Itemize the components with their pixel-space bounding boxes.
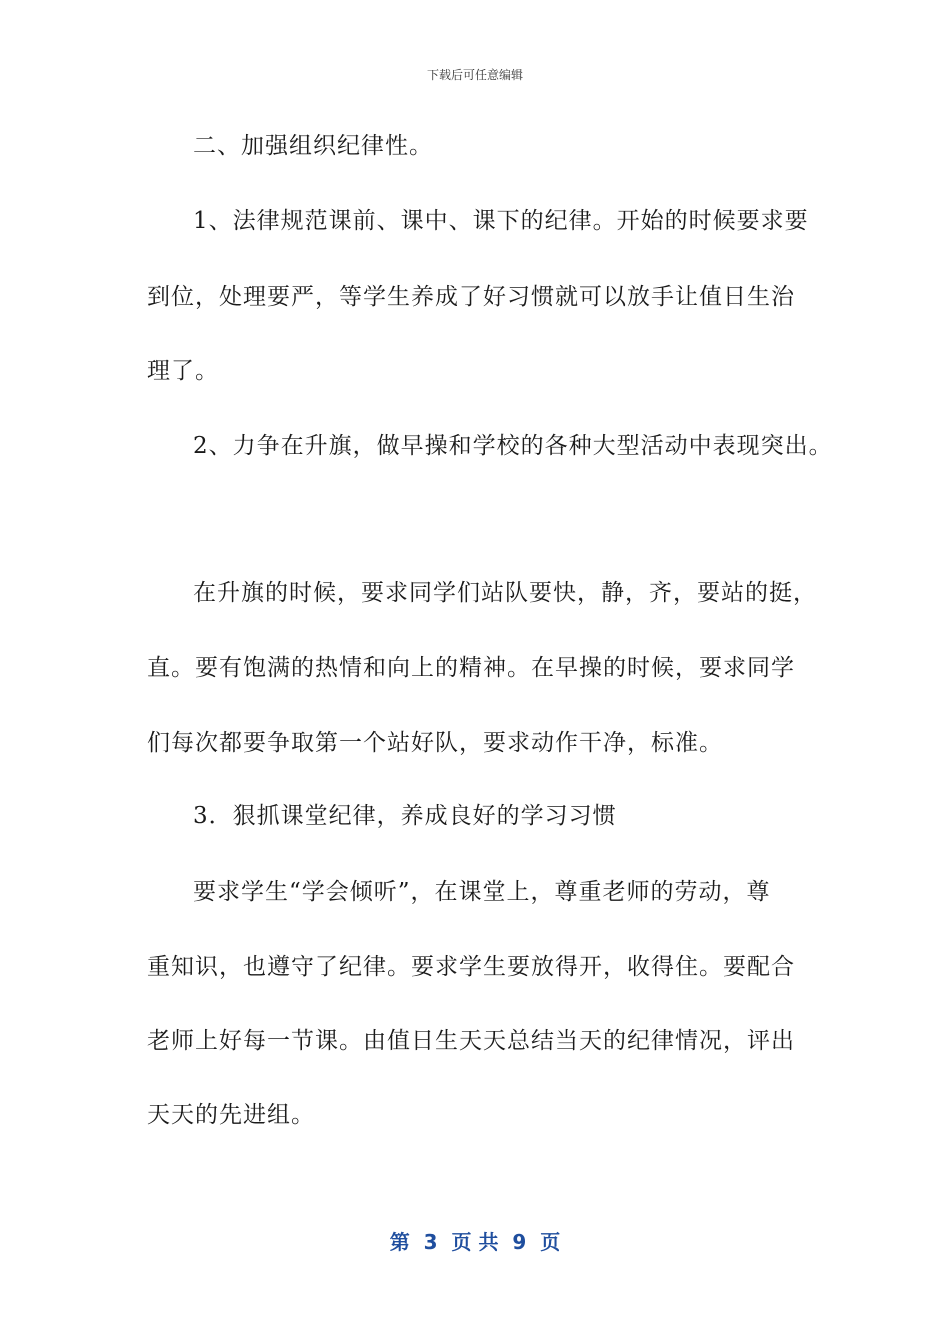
paragraph-line: 1、法律规范课前、课中、课下的纪律。开始的时候要求要 <box>193 208 809 234</box>
paragraph-line: 们每次都要争取第一个站好队，要求动作干净，标准。 <box>147 730 723 756</box>
paragraph-line: 要求学生“学会倾听”，在课堂上，尊重老师的劳动，尊 <box>193 879 771 905</box>
paragraph-line: 直。要有饱满的热情和向上的精神。在早操的时候，要求同学 <box>147 655 795 681</box>
paragraph-line: 理了。 <box>147 358 219 384</box>
paragraph-line: 老师上好每一节课。由值日生天天总结当天的纪律情况，评出 <box>147 1028 795 1054</box>
section-heading: 3．狠抓课堂纪律，养成良好的学习习惯 <box>193 803 617 829</box>
paragraph-line: 2、力争在升旗，做早操和学校的各种大型活动中表现突出。 <box>193 433 833 459</box>
page-number-footer: 第 3 页 共 9 页 <box>389 1230 561 1254</box>
paragraph-line: 到位，处理要严，等学生养成了好习惯就可以放手让值日生治 <box>147 284 795 310</box>
page-header: 下载后可任意编辑 <box>426 68 523 82</box>
paragraph-line: 天天的先进组。 <box>147 1102 315 1128</box>
section-heading: 二、加强组织纪律性。 <box>193 133 433 159</box>
paragraph-line: 重知识，也遵守了纪律。要求学生要放得开，收得住。要配合 <box>147 954 795 980</box>
paragraph-line: 在升旗的时候，要求同学们站队要快，静，齐，要站的挺， <box>193 580 817 606</box>
